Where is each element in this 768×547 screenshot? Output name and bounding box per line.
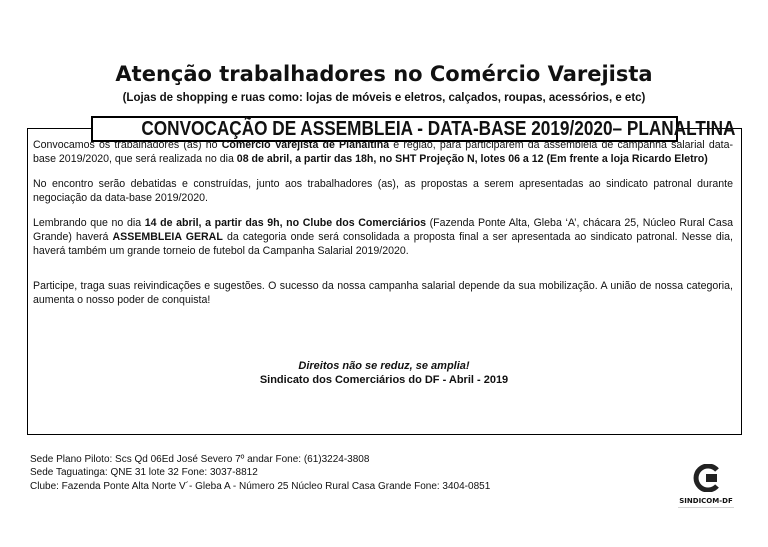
paragraph-debate: No encontro serão debatidas e construídas, junto aos trabalhadores (as), as propostas a serem apresentadas ao sindicato patronal durante negociação da data-base 2019/2020. — [33, 178, 733, 204]
notice-body — [33, 139, 733, 319]
organization-signature: Sindicato dos Comerciários do DF - Abril - 2019 — [259, 374, 509, 386]
logo-name: SINDICOM-DF — [679, 497, 733, 505]
page-subtitle: (Lojas de shopping e ruas como: lojas de móveis e eletros, calçados, roupas, acessórios, e etc) — [122, 92, 646, 104]
page-title: Atenção trabalhadores no Comércio Varejista — [115, 62, 653, 86]
slogan: Direitos não se reduz, se amplia! — [298, 360, 470, 372]
banner-text: CONVOCAÇÃO DE ASSEMBLEIA - DATA-BASE 2019/2020– PLANALTINA — [141, 118, 736, 140]
sindicom-logo — [676, 464, 736, 510]
signature-block — [0, 359, 768, 387]
p3-text-a: Lembrando que no dia — [33, 217, 145, 230]
paragraph-participate: Participe, traga suas reivindicações e sugestões. O sucesso da nossa campanha salarial depende da sua mobilização. A união de nossa categoria, aumenta o nosso poder de conquista! — [33, 280, 733, 306]
p1-text-a: Convocamos os trabalhadores (as) no — [33, 139, 222, 151]
paragraph-convocation — [33, 139, 733, 166]
sindicom-logo-icon — [691, 464, 721, 492]
p3-assembly: ASSEMBLEIA GERAL — [112, 230, 223, 243]
footer-address-taguatinga: Sede Taguatinga: QNE 31 lote 32 Fone: 3037-8812 — [30, 467, 258, 479]
p1-store-name: Comércio Varejista de Planaltina — [221, 139, 390, 151]
footer-address-clube: Clube: Fazenda Ponte Alta Norte V´- Gleba A - Número 25 Núcleo Rural Casa Grande Fone: 3404-0851 — [30, 480, 491, 492]
p3-date-club: 14 de abril, a partir das 9h, no Clube dos Comerciários — [144, 217, 426, 230]
logo-rule: ———————————————— — [678, 505, 734, 509]
p1-text-c: e região, para participarem da assembleia de campanha salarial data-base 2019/2020, que será realizada no dia — [33, 139, 733, 165]
footer-address-plano-piloto: Sede Plano Piloto: Scs Qd 06Ed José Severo 7º andar Fone: (61)3224-3808 — [30, 454, 370, 465]
p3-text-e: da categoria onde será consolidada a proposta final a ser apresentada ao sindicato patronal. Nesse dia, haverá também um grande torneio de futebol da Campanha Salarial 2019/2020. — [33, 230, 733, 257]
p3-text-c: (Fazenda Ponte Alta, Gleba ‘A’, chácara 25, Núcleo Rural Casa Grande) haverá — [33, 217, 734, 243]
p1-date-location: 08 de abril, a partir das 18h, no SHT Projeção N, lotes 06 a 12 (Em frente a loja Ricardo Eletro) — [236, 152, 708, 165]
footer-addresses — [30, 453, 490, 493]
paragraph-general-assembly — [33, 217, 733, 258]
